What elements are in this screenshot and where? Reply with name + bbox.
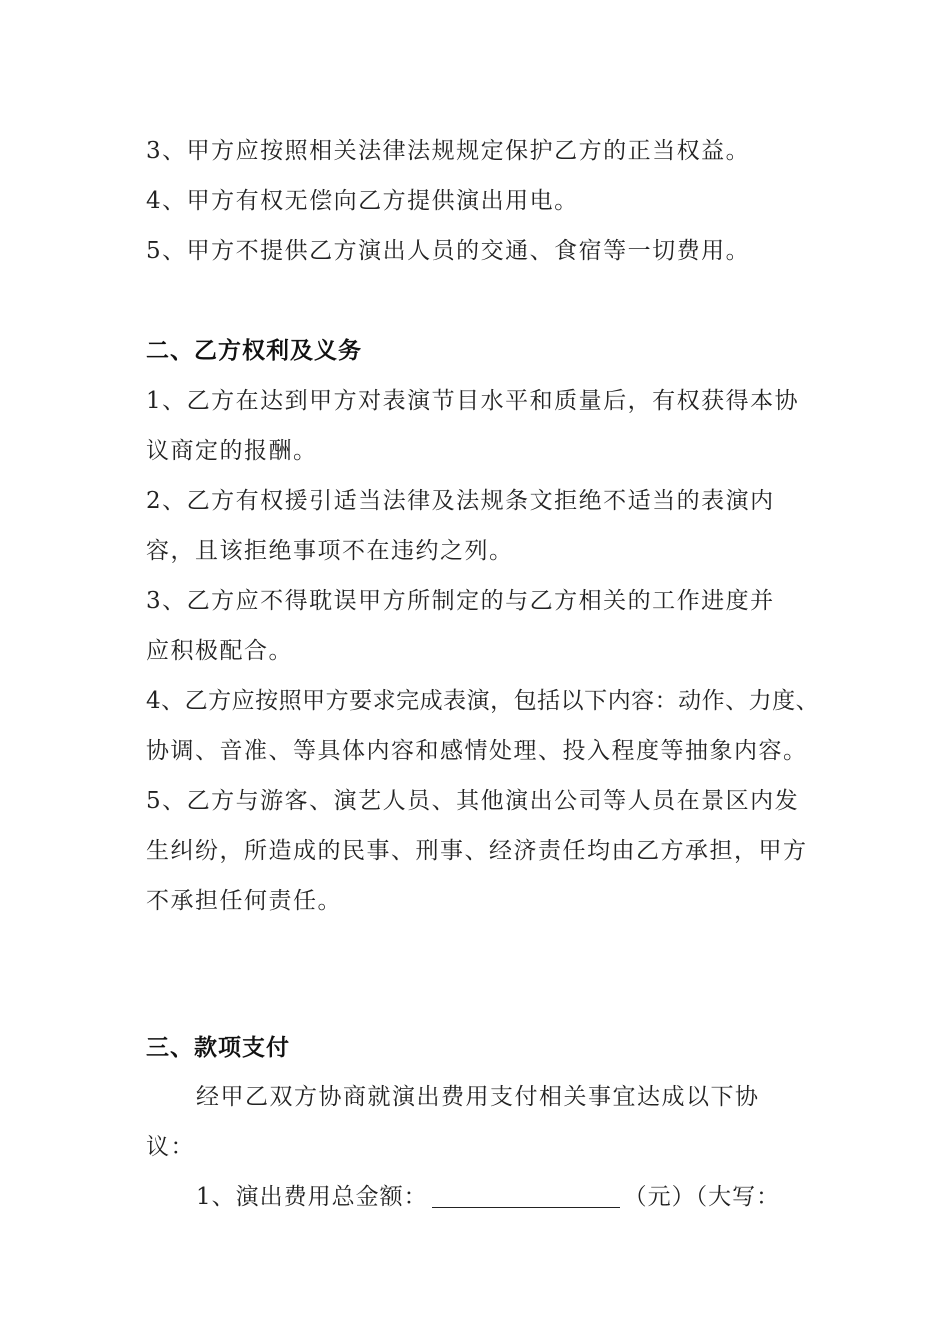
section2-line: 3、乙方应不得耽误甲方所制定的与乙方相关的工作进度并 [146,588,775,614]
section2-line: 容，且该拒绝事项不在违约之列。 [146,538,514,564]
section3-heading: 三、款项支付 [146,1035,290,1061]
section2-line: 5、乙方与游客、演艺人员、其他演出公司等人员在景区内发 [146,788,800,814]
section1-item-4: 4、甲方有权无偿向乙方提供演出用电。 [146,188,579,214]
section2-line: 议商定的报酬。 [146,438,318,464]
section3-intro-line: 经甲乙双方协商就演出费用支付相关事宜达成以下协 [196,1084,760,1110]
section2-line: 协调、音准、等具体内容和感情处理、投入程度等抽象内容。 [146,738,808,764]
payment-unit-label: （元）（大写： [623,1184,781,1210]
section1-item-3: 3、甲方应按照相关法律法规规定保护乙方的正当权益。 [146,138,751,164]
section2-line: 4、乙方应按照甲方要求完成表演，包括以下内容：动作、力度、 [146,688,820,714]
section1-item-5: 5、甲方不提供乙方演出人员的交通、食宿等一切费用。 [146,238,751,264]
section2-line: 2、乙方有权援引适当法律及法规条文拒绝不适当的表演内 [146,488,775,514]
section3-intro-line: 议： [146,1134,195,1160]
payment-amount-blank[interactable] [432,1185,620,1208]
section2-line: 不承担任何责任。 [146,888,342,914]
payment-total-label: 1、演出费用总金额： [196,1184,428,1210]
section2-heading: 二、乙方权利及义务 [146,338,362,364]
section2-line: 应积极配合。 [146,638,293,664]
section2-line: 生纠纷，所造成的民事、刑事、经济责任均由乙方承担，甲方 [146,838,808,864]
payment-total-row [196,1182,780,1212]
section2-line: 1、乙方在达到甲方对表演节目水平和质量后，有权获得本协 [146,388,800,414]
